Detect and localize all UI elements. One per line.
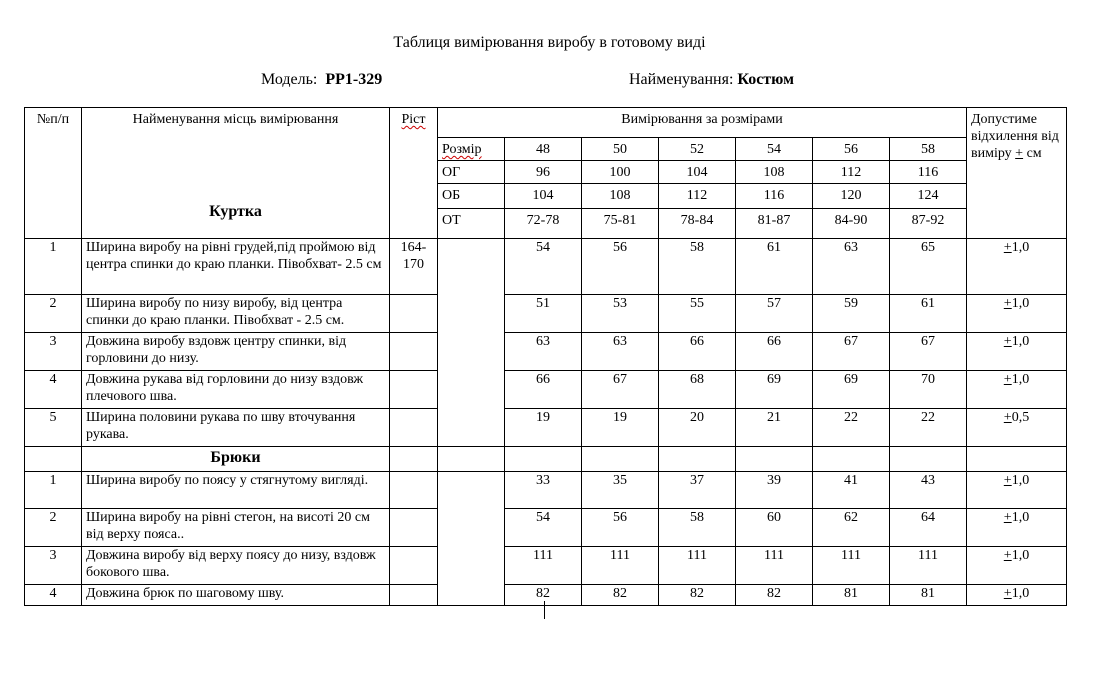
row-height: [390, 295, 438, 333]
row-value: 67: [890, 333, 967, 371]
row-value: 81: [890, 585, 967, 606]
size-value: 112: [659, 184, 736, 209]
row-value: 66: [505, 371, 582, 409]
row-value: 39: [736, 472, 813, 509]
row-value: 54: [505, 239, 582, 295]
row-value: 63: [505, 333, 582, 371]
row-num: 3: [25, 333, 82, 371]
row-value: 69: [813, 371, 890, 409]
row-description: Ширина виробу по поясу у стягнутому вигляді.: [82, 472, 390, 509]
row-value: 19: [505, 409, 582, 447]
row-description: Ширина виробу на рівні грудей,під проймою від центра спинки до краю планки. Півобхват- 2.5 см: [82, 239, 390, 295]
row-height: [390, 547, 438, 585]
row-value: 51: [505, 295, 582, 333]
row-value: 58: [659, 239, 736, 295]
size-value: 78-84: [659, 209, 736, 239]
row-description: Довжина виробу від верху поясу до низу, вздовж бокового шва.: [82, 547, 390, 585]
row-height: [390, 371, 438, 409]
name-label: Найменування:: [629, 71, 734, 88]
row-value: 60: [736, 509, 813, 547]
table-row: [25, 333, 1067, 371]
blank-cell: [890, 447, 967, 472]
model-value: РР1-329: [325, 71, 383, 88]
row-value: 65: [890, 239, 967, 295]
size-value: 104: [659, 161, 736, 184]
row-value: 66: [736, 333, 813, 371]
blank-cell: [582, 447, 659, 472]
row-height: [390, 333, 438, 371]
row-value: 57: [736, 295, 813, 333]
row-value: 61: [736, 239, 813, 295]
row-value: 56: [582, 239, 659, 295]
row-value: 67: [813, 333, 890, 371]
model-line: [261, 71, 382, 89]
row-num: 1: [25, 472, 82, 509]
row-value: 66: [659, 333, 736, 371]
row-value: 55: [659, 295, 736, 333]
row-value: 70: [890, 371, 967, 409]
row-description: Ширина половини рукава по шву вточування рукава.: [82, 409, 390, 447]
row-num: 4: [25, 585, 82, 606]
row-value: 64: [890, 509, 967, 547]
size-row-label: [438, 209, 505, 239]
row-value: 35: [582, 472, 659, 509]
row-value: 63: [813, 239, 890, 295]
size-value: 96: [505, 161, 582, 184]
row-value: 111: [505, 547, 582, 585]
row-value: 41: [813, 472, 890, 509]
row-tolerance: +1,0: [967, 509, 1067, 547]
blank-cell: [736, 447, 813, 472]
row-num: 4: [25, 371, 82, 409]
size-value: 52: [659, 138, 736, 161]
blank-cell: [438, 447, 505, 472]
size-value: 54: [736, 138, 813, 161]
row-value: 62: [813, 509, 890, 547]
size-value: 100: [582, 161, 659, 184]
row-value: 19: [582, 409, 659, 447]
row-value: 81: [813, 585, 890, 606]
section-pants: Брюки: [82, 447, 390, 472]
row-value: 54: [505, 509, 582, 547]
size-value: 108: [736, 161, 813, 184]
size-row-label-text: Розмір: [442, 142, 482, 157]
table-row: [25, 371, 1067, 409]
row-value: 68: [659, 371, 736, 409]
row-value: 82: [505, 585, 582, 606]
table-row: [25, 472, 1067, 509]
blank-cell: [813, 447, 890, 472]
row-value: 21: [736, 409, 813, 447]
row-value: 111: [582, 547, 659, 585]
size-value: 56: [813, 138, 890, 161]
table-row: [25, 295, 1067, 333]
size-value: 116: [890, 161, 967, 184]
row-num: 1: [25, 239, 82, 295]
row-value: 61: [890, 295, 967, 333]
row-value: 111: [890, 547, 967, 585]
row-value: 53: [582, 295, 659, 333]
row-value: 22: [890, 409, 967, 447]
header-tolerance: Допустиме відхилення від виміру + см: [967, 108, 1067, 239]
measurement-table: [24, 107, 1067, 606]
size-value: 87-92: [890, 209, 967, 239]
row-tolerance: +1,0: [967, 547, 1067, 585]
row-description: Довжина виробу вздовж центру спинки, від горловини до низу.: [82, 333, 390, 371]
document-title: Таблиця вимірювання виробу в готовому виді: [393, 34, 706, 51]
size-value: 120: [813, 184, 890, 209]
row-tolerance: +0,5: [967, 409, 1067, 447]
blank-cell: [438, 239, 505, 447]
row-value: 22: [813, 409, 890, 447]
row-description: Довжина брюк по шаговому шву.: [82, 585, 390, 606]
table-row: [25, 547, 1067, 585]
size-row-label-text: ОБ: [442, 188, 461, 203]
row-num: 2: [25, 509, 82, 547]
row-value: 33: [505, 472, 582, 509]
row-value: 67: [582, 371, 659, 409]
table-row: [25, 509, 1067, 547]
row-tolerance: +1,0: [967, 295, 1067, 333]
row-height: [390, 409, 438, 447]
size-value: 108: [582, 184, 659, 209]
row-tolerance: +1,0: [967, 239, 1067, 295]
row-tolerance: +1,0: [967, 472, 1067, 509]
row-height: 164-170: [390, 239, 438, 295]
size-row-label-text: ОГ: [442, 165, 461, 180]
row-value: 111: [659, 547, 736, 585]
row-value: 59: [813, 295, 890, 333]
row-num: 3: [25, 547, 82, 585]
row-value: 69: [736, 371, 813, 409]
size-value: 72-78: [505, 209, 582, 239]
name-line: [629, 71, 794, 89]
row-value: 63: [582, 333, 659, 371]
table-row: [25, 239, 1067, 295]
row-value: 37: [659, 472, 736, 509]
size-value: 112: [813, 161, 890, 184]
size-value: 81-87: [736, 209, 813, 239]
size-row-label: [438, 161, 505, 184]
row-height: [390, 585, 438, 606]
blank-cell: [390, 447, 438, 472]
size-value: 75-81: [582, 209, 659, 239]
row-tolerance: +1,0: [967, 371, 1067, 409]
size-row-label-text: ОТ: [442, 213, 461, 228]
row-tolerance: +1,0: [967, 333, 1067, 371]
size-value: 84-90: [813, 209, 890, 239]
size-value: 124: [890, 184, 967, 209]
row-value: 82: [659, 585, 736, 606]
header-num: №п/п: [25, 108, 82, 239]
header-height: Ріст: [390, 108, 438, 239]
size-row-label: [438, 184, 505, 209]
row-value: 56: [582, 509, 659, 547]
row-tolerance: +1,0: [967, 585, 1067, 606]
row-value: 20: [659, 409, 736, 447]
row-value: 82: [736, 585, 813, 606]
blank-cell: [25, 447, 82, 472]
row-description: Довжина рукава від горловини до низу вздовж плечового шва.: [82, 371, 390, 409]
row-value: 111: [813, 547, 890, 585]
blank-cell: [659, 447, 736, 472]
header-measure: Вимірювання за розмірами: [438, 108, 967, 138]
table-row: [25, 409, 1067, 447]
blank-cell: [967, 447, 1067, 472]
size-value: 116: [736, 184, 813, 209]
table-row: [25, 585, 1067, 606]
row-height: [390, 472, 438, 509]
text-cursor: [544, 601, 545, 619]
row-value: 82: [582, 585, 659, 606]
header-place-label: Найменування місць вимірювання: [132, 112, 339, 127]
row-description: Ширина виробу по низу виробу, від центра спинки до краю планки. Півобхват - 2.5 см.: [82, 295, 390, 333]
blank-cell: [505, 447, 582, 472]
model-label: Модель:: [261, 71, 318, 88]
size-row-label: [438, 138, 505, 161]
blank-cell: [438, 472, 505, 606]
row-value: 58: [659, 509, 736, 547]
row-description: Ширина виробу на рівні стегон, на висоті 20 см від верху пояса..: [82, 509, 390, 547]
row-num: 5: [25, 409, 82, 447]
row-num: 2: [25, 295, 82, 333]
row-value: 43: [890, 472, 967, 509]
row-height: [390, 509, 438, 547]
size-value: 58: [890, 138, 967, 161]
row-value: 111: [736, 547, 813, 585]
name-value: Костюм: [737, 71, 795, 88]
section-jacket: Куртка: [209, 203, 262, 220]
size-value: 48: [505, 138, 582, 161]
header-place: [82, 108, 390, 239]
size-value: 50: [582, 138, 659, 161]
size-value: 104: [505, 184, 582, 209]
